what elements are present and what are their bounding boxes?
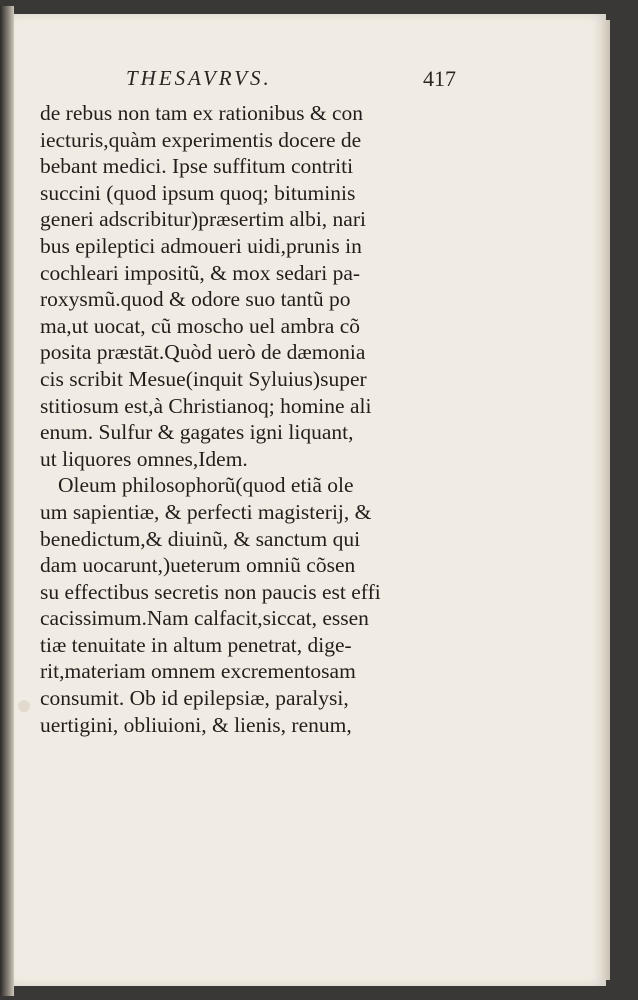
text-line: generi adscribitur)præsertim albi, nari [40, 207, 366, 232]
text-line: benedictum,& diuinũ, & sanctum qui [40, 526, 361, 551]
text-line: stitiosum est,à Christianoq; homine ali [40, 393, 372, 418]
text-line: cochleari impositũ, & mox sedari pa- [40, 260, 361, 285]
text-line: um sapientiæ, & perfecti magisterij, & [40, 499, 372, 524]
text-line: roxysmũ.quod & odore suo tantũ po [40, 287, 351, 312]
text-line: tiæ tenuitate in altum penetrat, dige- [40, 632, 352, 657]
text-line: cacissimum.Nam calfacit,siccat, essen [40, 606, 369, 631]
page-header [126, 66, 456, 98]
book-spine-edge [0, 6, 14, 996]
body-text [40, 100, 450, 738]
text-line: rit,materiam omnem excrementosam [40, 659, 356, 684]
text-line: consumit. Ob id epilepsiæ, paralysi, [40, 686, 349, 711]
text-line: dam uocarunt,)ueterum omniũ cõsen [40, 553, 356, 578]
paper-stain [18, 700, 30, 712]
running-title: THESAVRVS. [126, 66, 272, 90]
text-line: cis scribit Mesue(inquit Syluius)super [40, 366, 367, 391]
page-number: 417 [423, 66, 456, 91]
text-line: iecturis,quàm experimentis docere de [40, 127, 362, 152]
text-line: de rebus non tam ex rationibus & con [40, 101, 364, 125]
text-line: succini (quod ipsum quoq; bituminis [40, 180, 356, 205]
text-line: ma,ut uocat, cũ moscho uel ambra cõ [40, 313, 361, 338]
text-line: bus epileptici admoueri uidi,prunis in [40, 233, 362, 258]
paragraph-first-line: Oleum philosophorũ(quod etiã ole [58, 473, 354, 498]
text-line: ut liquores omnes,Idem. [40, 446, 248, 471]
text-line: uertigini, obliuioni, & lienis, renum, [40, 712, 352, 737]
text-line: su effectibus secretis non paucis est effi [40, 579, 381, 604]
text-line: enum. Sulfur & gagates igni liquant, [40, 420, 354, 445]
page-stack-edge [600, 20, 610, 980]
text-line: bebant medici. Ipse suffitum contriti [40, 154, 354, 179]
text-line: posita præstāt.Quòd uerò de dæmonia [40, 340, 366, 365]
